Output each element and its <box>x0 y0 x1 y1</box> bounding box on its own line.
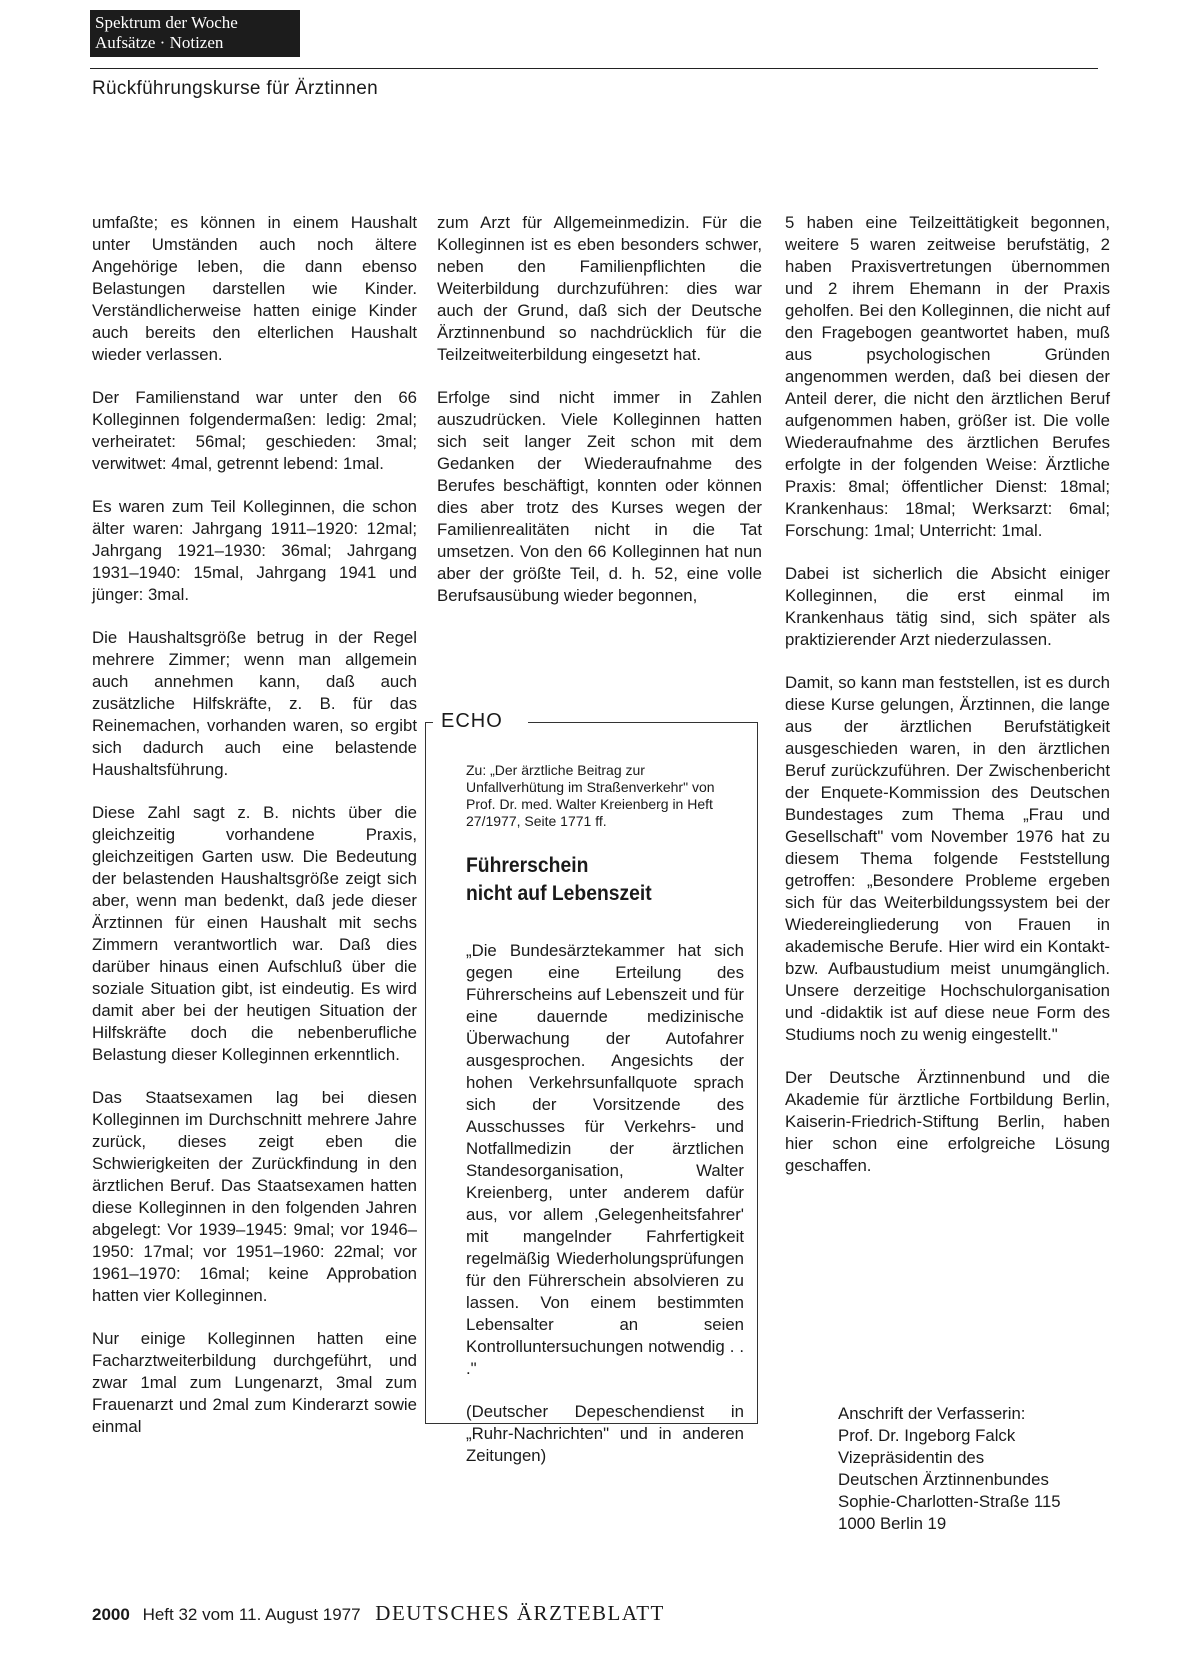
paragraph: Diese Zahl sagt z. B. nichts über die gleichzeitig vorhandene Praxis, gleichzeitigen Garten usw. Die Bedeutung der belastenden Haushaltsgröße zeigt sich aber, wenn man bedenkt, daß jede dieser Ärztinnen für einen Haushalt mit sechs Zimmern verantwortlich war. Daß dies darüber hinaus einen Aufschluß über die soziale Situation gibt, ist eindeutig. Es wird damit aber bei der heutigen Situation der Hilfskräfte doch die nebenberufliche Belastung dieser Kolleginnen erkenntlich. <box>92 803 417 1064</box>
echo-headline-line-2: nicht auf Lebenszeit <box>466 882 652 905</box>
address-line: Deutschen Ärztinnenbundes <box>838 1470 1049 1489</box>
echo-label: ECHO <box>438 710 506 733</box>
section-tag <box>90 10 300 57</box>
issue-info: Heft 32 vom 11. August 1977 <box>142 1605 361 1624</box>
running-title: Rückführungskurse für Ärztinnen <box>92 78 378 99</box>
author-address <box>838 1403 1128 1535</box>
paragraph: Der Familienstand war unter den 66 Kolleginnen folgendermaßen: ledig: 2mal; verheiratet: 56mal; geschieden: 3mal; verwitwet: 4mal, getrennt lebend: 1mal. <box>92 388 417 473</box>
page-footer <box>92 1601 665 1626</box>
header-rule <box>90 68 1098 69</box>
address-line: Sophie-Charlotten-Straße 115 <box>838 1492 1061 1511</box>
paragraph: Es waren zum Teil Kolleginnen, die schon älter waren: Jahrgang 1911–1920: 12mal; Jahrgang 1921–1930: 36mal; Jahrgang 1931–1940: 15mal, Jahrgang 1941 und jünger: 3mal. <box>92 497 417 604</box>
echo-border-top <box>425 722 433 723</box>
journal-name: DEUTSCHES ÄRZTEBLATT <box>375 1601 665 1625</box>
column-1 <box>92 212 417 1459</box>
paragraph: umfaßte; es können in einem Haushalt unter Umständen auch noch ältere Angehörige leben, die dann ebenso Belastungen darstellen wie Kinder. Verständlicherweise hatten einige Kinder auch bereits den elterlichen Haushalt wieder verlassen. <box>92 213 417 364</box>
paragraph: Der Deutsche Ärztinnenbund und die Akademie für ärztliche Fortbildung Berlin, Kaiserin-Friedrich-Stiftung Berlin, haben hier schon eine erfolgreiche Lösung geschaffen. <box>785 1068 1110 1175</box>
paragraph: Damit, so kann man feststellen, ist es durch diese Kurse gelungen, Ärztinnen, die lange aus der ärztlichen Berufstätigkeit ausgeschieden waren, in den ärztlichen Beruf zurückzuführen. Der Zwischenbericht der Enquete-Kommission des Deutschen Bundestages zum Thema „Frau und Gesellschaft" vom November 1976 hat zu diesem Thema folgende Feststellung getroffen: „Besondere Probleme ergeben sich für das Weiterbildungssystem bei der Wiedereingliederung von Frauen in akademische Berufe. Hier wird ein Kontakt- bzw. Aufbaustudium meist unumgänglich. Unsere derzeitige Hochschulorganisation und -didaktik ist auf diese neue Form des Studiums noch zu wenig eingestellt." <box>785 673 1110 1044</box>
echo-body <box>466 940 744 1488</box>
echo-box <box>425 710 758 1465</box>
section-line-1: Spektrum der Woche <box>95 13 238 32</box>
echo-source: (Deutscher Depeschendienst in „Ruhr-Nachrichten" und in anderen Zeitungen) <box>466 1402 744 1465</box>
address-line: Vizepräsidentin des <box>838 1448 985 1467</box>
address-line: Anschrift der Verfasserin: <box>838 1404 1026 1423</box>
paragraph: 5 haben eine Teilzeittätigkeit begonnen, weitere 5 waren zeitweise berufstätig, 2 haben Praxisvertretungen übernommen und 2 ihrem Ehemann in der Praxis geholfen. Bei den Kolleginnen, die nicht auf den Fragebogen geantwortet haben, muß aus psychologischen Gründen angenommen werden, daß bei diesen der Anteil derer, die nicht den ärztlichen Beruf aufgenommen haben, größer ist. Die volle Wiederaufnahme des ärztlichen Berufes erfolgte in der folgenden Weise: Ärztliche Praxis: 8mal; öffentlicher Dienst: 18mal; Krankenhaus: 18mal; Werksarzt: 6mal; Forschung: 1mal; Unterricht: 1mal. <box>785 213 1110 540</box>
paragraph: Die Haushaltsgröße betrug in der Regel mehrere Zimmer; wenn man allgemein auch annehmen kann, daß auch zusätzliche Hilfskräfte, z. B. für das Reinemachen, vorhanden waren, so ergibt sich dadurch auch eine belastende Haushaltsführung. <box>92 628 417 779</box>
column-3 <box>785 212 1110 1198</box>
echo-border-top <box>528 722 758 723</box>
address-line: 1000 Berlin 19 <box>838 1514 947 1533</box>
page-number: 2000 <box>92 1605 130 1624</box>
section-line-2: Aufsätze · Notizen <box>95 33 224 52</box>
echo-reference: Zu: „Der ärztliche Beitrag zur Unfallverhütung im Straßenverkehr" von Prof. Dr. med. Walter Kreienberg in Heft 27/1977, Seite 1771 ff. <box>466 762 715 829</box>
paragraph: Nur einige Kolleginnen hatten eine Facharztweiterbildung durchgeführt, und zwar 1mal zum Lungenarzt, 3mal zum Frauenarzt und 2mal zum Kinderarzt sowie einmal <box>92 1329 417 1436</box>
echo-headline <box>466 852 724 908</box>
paragraph: Dabei ist sicherlich die Absicht einiger Kolleginnen, die erst einmal im Krankenhaus tätig sind, sich später als praktizierender Arzt niederzulassen. <box>785 564 1110 649</box>
paragraph: zum Arzt für Allgemeinmedizin. Für die Kolleginnen ist es eben besonders schwer, neben den Familienpflichten die Weiterbildung durchzuführen: dies war auch der Grund, daß sich der Deutsche Ärztinnenbund so nachdrücklich für die Teilzeitweiterbildung eingesetzt hat. <box>437 213 762 364</box>
column-2 <box>437 212 762 628</box>
echo-headline-line-1: Führerschein <box>466 854 589 877</box>
address-line: Prof. Dr. Ingeborg Falck <box>838 1426 1016 1445</box>
echo-quote: „Die Bundesärztekammer hat sich gegen eine Erteilung des Führerscheins auf Lebenszeit und für eine dauernde medizinische Überwachung der Autofahrer ausgesprochen. Angesichts der hohen Verkehrsunfallquote sprach sich der Vorsitzende des Ausschusses für Verkehrs- und Notfallmedizin der ärztlichen Standesorganisation, Walter Kreienberg, unter anderem dafür aus, vor allem ‚Gelegenheitsfahrer' mit mangelnder Fahrfertigkeit regelmäßig Wiederholungsprüfungen für den Führerschein absolvieren zu lassen. Von einem bestimmten Lebensalter an seien Kontrolluntersuchungen notwendig . . ." <box>466 941 744 1378</box>
paragraph: Erfolge sind nicht immer in Zahlen auszudrücken. Viele Kolleginnen hatten sich seit langer Zeit schon mit dem Gedanken der Wiederaufnahme des Berufes beschäftigt, konnten oder können dies aber trotz des Kurses wegen der Familienrealitäten nicht in die Tat umsetzen. Von den 66 Kolleginnen hat nun aber der größte Teil, d. h. 52, eine volle Berufsausübung wieder begonnen, <box>437 388 762 605</box>
paragraph: Das Staatsexamen lag bei diesen Kolleginnen im Durchschnitt mehrere Jahre zurück, dieses zeigt eben die Schwierigkeiten der Zurückfindung in den ärztlichen Beruf. Das Staatsexamen hatten diese Kolleginnen in den folgenden Jahren abgelegt: Vor 1939–1945: 9mal; vor 1946–1950: 17mal; vor 1951–1960: 22mal; vor 1961–1970: 16mal; keine Approbation hatten vier Kolleginnen. <box>92 1088 417 1305</box>
